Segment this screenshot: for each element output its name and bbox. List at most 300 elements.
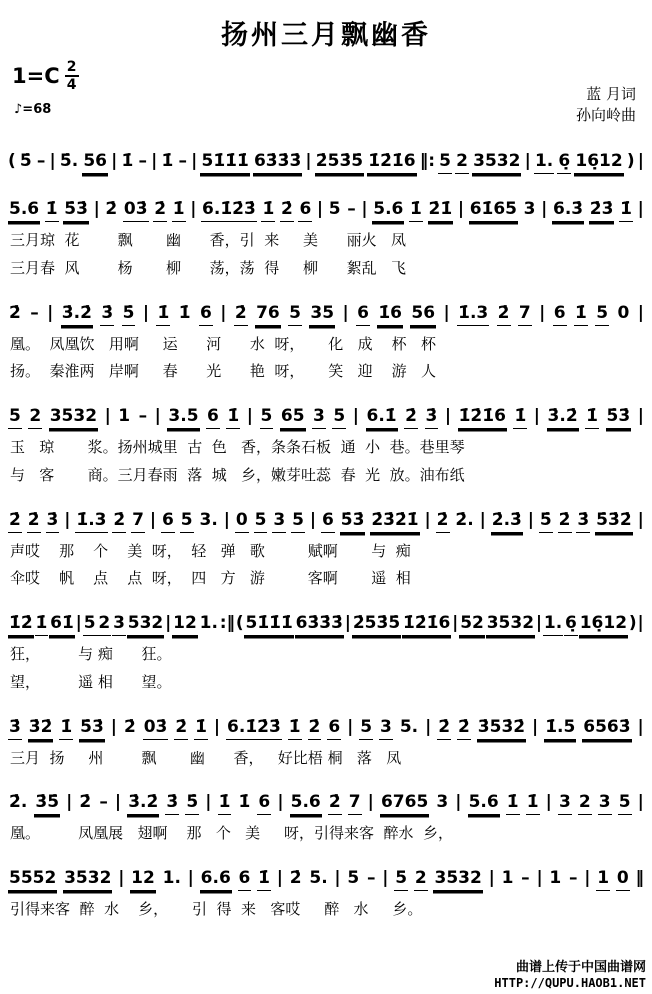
barline: |	[637, 151, 644, 171]
note-group: 2̇	[234, 303, 248, 326]
note-group: 5̇	[539, 510, 553, 533]
note-group: 3532	[486, 613, 535, 636]
barline: |	[342, 302, 349, 323]
paren: )	[626, 151, 635, 171]
note-group: 6̣	[564, 613, 578, 636]
note-group: 5	[288, 303, 302, 326]
barline: |	[316, 199, 324, 219]
note-group: 1̇6	[377, 303, 403, 326]
note-group: 2̇	[436, 510, 450, 533]
note-group: 1̇2̇	[8, 613, 34, 636]
barline: |	[205, 792, 212, 813]
note-group: 2	[455, 151, 469, 174]
note-group: 1̇	[257, 868, 271, 891]
note-group: 61̇65	[469, 199, 518, 222]
note-group: 0	[235, 510, 249, 533]
barline: |	[545, 792, 552, 813]
notation-line	[8, 288, 644, 331]
note-group: 1̇2̇1̇6	[458, 406, 507, 429]
barline: |	[479, 509, 486, 530]
note-group: 5̇3̇	[79, 717, 105, 740]
notation-line	[8, 495, 644, 538]
lyric-line: 与 客 商。三月春雨 落 城 乡，嫩芽吐蕊 春 光 放。油布纸	[10, 465, 465, 484]
note-group: 2̇.	[455, 509, 474, 530]
notation-line	[8, 136, 644, 179]
note-group: 16̣12	[579, 613, 628, 636]
note-group: 2	[28, 406, 42, 429]
note-group: 6765	[380, 792, 429, 815]
barline: |	[452, 613, 459, 633]
note-group: 1.	[534, 151, 554, 174]
barline: |	[347, 716, 354, 737]
note-group: 0	[617, 302, 630, 323]
paren: )	[628, 613, 637, 633]
note-group: 3	[523, 199, 536, 219]
note-group: 1̇	[59, 717, 73, 740]
note-group: 5.	[309, 868, 328, 888]
barline: |	[111, 151, 118, 171]
footer-site-name: 曲谱上传于中国曲谱网	[515, 959, 646, 975]
music-system	[8, 702, 644, 773]
barline: |	[488, 868, 495, 888]
note-group: 51̇1̇1̇	[200, 151, 249, 174]
note-group: 6	[321, 510, 335, 533]
note-group: 3	[598, 792, 612, 815]
note-group: 2̇	[280, 199, 294, 222]
note-group: 3̇	[100, 303, 114, 326]
note-group: 2̇	[328, 792, 342, 815]
note-group: 5	[359, 717, 373, 740]
note-group: 0	[616, 868, 630, 891]
note-group: 7	[131, 510, 145, 533]
note-group: 3	[379, 717, 393, 740]
note-group: 3.	[199, 509, 218, 530]
note-group: 3̇53̇2̇	[477, 717, 526, 740]
note-group: 1̇	[161, 151, 174, 171]
note-group: 16̣12	[574, 151, 623, 174]
note-group: 3532	[49, 406, 98, 429]
barline: |	[524, 151, 531, 171]
note-group: 2̇	[404, 406, 418, 429]
note-group: 1̇2̇1̇6	[367, 151, 416, 174]
barline: |	[93, 199, 100, 219]
note-group: 6	[257, 792, 271, 815]
barline: |	[367, 792, 374, 813]
note-group: 1̇	[156, 303, 170, 326]
note-group: 1̇	[506, 792, 520, 815]
lyric-line: 三月春 风 杨 柳 荡，荡 得 柳 絮乱 飞	[10, 258, 406, 277]
barline: |	[443, 302, 450, 323]
lyric-line: 玉 琼 浆。扬州城里 古 色 香，条条石板 通 小 巷。巷里琴	[10, 438, 465, 456]
barline: |	[382, 868, 389, 888]
notation-line	[8, 184, 644, 227]
note-group: 1	[118, 406, 131, 426]
header-meta	[12, 60, 636, 134]
barline: |	[539, 302, 546, 323]
note-group: 1̇	[121, 151, 134, 171]
note-group: 2̇1̇	[428, 199, 454, 222]
barline: |	[49, 151, 56, 171]
barline: |	[535, 613, 543, 633]
note-group: 5	[291, 510, 305, 533]
note-group: 5	[254, 510, 268, 533]
note-group: 1.	[162, 868, 181, 888]
note-group: 2̇.3̇	[491, 510, 523, 533]
note-group: 76	[255, 303, 281, 326]
barline: |	[637, 509, 644, 530]
barline: |	[352, 406, 359, 426]
note-group: 1̇	[194, 717, 208, 740]
note-group: 2̇	[27, 510, 41, 533]
barline: |	[305, 151, 312, 171]
note-group: 3̇	[425, 406, 439, 429]
notation-line	[8, 853, 644, 896]
barline: |	[276, 868, 283, 888]
note-group: 5̇3̇	[63, 199, 89, 222]
note-group: 1.	[199, 613, 218, 633]
barline: |	[637, 792, 644, 813]
note-group: 3̇.2̇	[547, 406, 579, 429]
note-group: 03̇	[123, 199, 149, 222]
music-system	[8, 391, 644, 490]
key-signature-text: 1=C	[12, 64, 60, 88]
note-group: 5̇3̇	[606, 406, 632, 429]
note-group: 2̇	[123, 716, 136, 737]
note-group: 1̇	[45, 199, 59, 222]
barline: |	[309, 509, 317, 530]
note-group: 2̇	[289, 868, 302, 888]
note-group: 6	[327, 717, 341, 740]
music-system	[8, 495, 644, 594]
note-group: 1̇	[409, 199, 423, 222]
note-group: 6.1̇2̇3̇	[201, 199, 257, 222]
credits	[576, 84, 636, 126]
notation-line	[8, 598, 644, 641]
note-group: 5	[8, 406, 22, 429]
music-systems	[0, 134, 652, 924]
note-group: 2̇.	[9, 792, 28, 813]
barline: |	[66, 792, 73, 813]
barline: |	[533, 406, 541, 426]
note-group: 6	[238, 868, 252, 891]
note-group: 2̇53̇5̇	[352, 613, 401, 636]
note-group: 532	[127, 613, 165, 636]
note-group: 2̇53̇5̇	[315, 151, 364, 174]
note-group: 1̇	[585, 406, 599, 429]
lyric-line: 三月琼 花 飘 幽 香，引 来 美 丽火 凤	[10, 231, 406, 249]
barline: |	[64, 509, 71, 530]
barline: |	[536, 868, 543, 888]
note-group: 1̇	[35, 613, 49, 636]
note-group: 3532	[472, 151, 521, 174]
note-group: 6̣	[557, 151, 571, 174]
barline: |	[637, 406, 644, 426]
music-system	[8, 184, 644, 283]
note-group: 2̇	[153, 199, 167, 222]
note-group: 6	[298, 199, 312, 222]
lyric-line: 声哎 那 个 美 呀， 轻 弹 歌 赋啊 与 痴	[10, 541, 411, 560]
note-group: 1̇	[574, 303, 588, 326]
note-group: 35	[309, 303, 335, 326]
barline: |	[142, 302, 150, 323]
barline: |	[165, 613, 172, 633]
note-group: 65	[280, 406, 306, 429]
barline: |	[223, 509, 230, 530]
note-group: 1̇	[526, 792, 540, 815]
note-group: 2	[578, 792, 592, 815]
lyric-line: 狂， 与 痴 狂。	[10, 645, 172, 663]
notation-line	[8, 391, 644, 434]
note-group: 5	[332, 406, 346, 429]
note-group: 1	[501, 868, 514, 888]
note-group: 5552	[8, 868, 57, 891]
lyric-line: 伞哎 帆 点 点 呀， 四 方 游 客啊 遥 相	[10, 569, 411, 588]
barline: |	[187, 868, 194, 888]
note-group: 2̇	[105, 199, 118, 219]
note-group: 52	[459, 613, 485, 636]
barline: ‖:	[419, 151, 436, 171]
note-group: 5̇3̇2̇	[595, 510, 633, 533]
note-group: 3̇2̇	[28, 717, 54, 740]
barline: |	[637, 716, 644, 737]
dash: –	[521, 868, 530, 888]
barline: |	[213, 716, 221, 737]
dash: –	[178, 151, 187, 171]
note-group: 1̇	[513, 406, 527, 429]
barline: |	[154, 406, 161, 426]
dash: –	[138, 151, 147, 171]
note-group: 2̇	[437, 717, 451, 740]
note-group: 6	[161, 510, 175, 533]
barline: |	[151, 151, 158, 171]
note-group: 3	[112, 613, 126, 636]
barline: |	[527, 509, 534, 530]
barline: |	[584, 868, 591, 888]
barline: ‖	[635, 868, 644, 888]
note-group: 5	[595, 303, 609, 326]
note-group: 56	[82, 151, 108, 174]
time-signature-denominator: 4	[66, 77, 77, 93]
note-group: 1̇.5	[544, 717, 576, 740]
barline: |	[444, 406, 452, 426]
note-group: 1	[549, 868, 562, 888]
note-group: 3̇	[576, 510, 590, 533]
note-group: 12	[172, 613, 198, 636]
barline: |	[220, 302, 227, 323]
note-group: 51̇1̇1̇	[244, 613, 293, 636]
note-group: 5.6	[8, 199, 40, 222]
notation-line	[8, 702, 644, 745]
note-group: 1̇	[288, 717, 302, 740]
note-group: 6.1̇	[366, 406, 398, 429]
note-group: 63̇3̇3̇	[295, 613, 344, 636]
note-group: 5	[260, 406, 274, 429]
note-group: 5	[394, 868, 408, 891]
barline: |	[75, 613, 82, 633]
time-signature-numerator: 2	[66, 59, 77, 75]
dash: –	[347, 199, 356, 219]
note-group: 5	[347, 868, 360, 888]
music-system	[8, 598, 644, 697]
barline: |	[637, 199, 644, 219]
note-group: 2̇	[9, 302, 21, 323]
note-group: 3̇	[46, 510, 60, 533]
note-group: 5.6	[372, 199, 404, 222]
barline: |	[104, 406, 111, 426]
note-group: 2	[414, 868, 428, 891]
note-group: 2̇	[497, 303, 511, 326]
lyric-line: 扬。 秦淮两 岸啊 春 光 艳 呀， 笑 迎 游 人	[10, 362, 436, 381]
dash: –	[99, 792, 108, 813]
footer-site-url: HTTP://QUPU.HAOB1.NET	[494, 976, 646, 990]
note-group: 5̇	[185, 792, 199, 815]
barline: |	[424, 509, 431, 530]
note-group: 5.6	[290, 792, 322, 815]
note-group: 1̇.3	[457, 303, 489, 326]
note-group: 61̇	[49, 613, 75, 636]
note-group: 6	[199, 303, 213, 326]
note-group: 3	[272, 510, 286, 533]
note-group: 3	[312, 406, 326, 429]
note-group: 3	[436, 792, 449, 813]
barline: |	[457, 199, 465, 219]
dash: –	[569, 868, 578, 888]
note-group: 1̇	[226, 406, 240, 429]
notation-line	[8, 777, 644, 820]
note-group: 1	[596, 868, 610, 891]
dash: –	[36, 151, 46, 171]
note-group: 2̇	[112, 510, 126, 533]
note-group: 1.	[543, 613, 563, 636]
key-signature	[12, 60, 79, 92]
note-group: 1̇2̇1̇6	[402, 613, 451, 636]
note-group: 2̇	[308, 717, 322, 740]
note-group: 1̇	[238, 792, 251, 813]
music-system	[8, 136, 644, 179]
note-group: 2̇	[558, 510, 572, 533]
note-group: 5.6	[468, 792, 500, 815]
note-group: 5	[180, 510, 194, 533]
note-group: 63̇3̇3̇	[253, 151, 302, 174]
barline: |	[541, 199, 548, 219]
note-group: 3̇	[165, 792, 179, 815]
barline: |	[114, 792, 122, 813]
note-group: 56	[410, 303, 436, 326]
note-group: 1̇	[178, 302, 191, 323]
barline: |	[149, 509, 157, 530]
lyricist-credit: 蓝 月词	[586, 85, 636, 103]
note-group: 1̇	[619, 199, 633, 222]
page-title: 扬州三月飘幽香	[221, 20, 431, 51]
barline: |	[110, 716, 117, 737]
note-group: 03̇	[143, 717, 169, 740]
dash: –	[367, 868, 376, 888]
note-group: 5	[83, 613, 97, 636]
note-group: 2	[97, 613, 111, 636]
composer-credit: 孙向岭曲	[575, 106, 636, 124]
note-group: 5	[328, 199, 341, 219]
note-group: 6	[356, 303, 370, 326]
barline: |	[637, 613, 644, 633]
note-group: 2̇	[8, 510, 22, 533]
note-group: 3	[558, 792, 572, 815]
note-group: 6.3̇	[552, 199, 584, 222]
note-group: 3532	[63, 868, 112, 891]
barline: |	[637, 302, 644, 323]
note-group: 5	[618, 792, 632, 815]
note-group: 2̇	[79, 792, 92, 813]
note-group: 2̇	[174, 717, 188, 740]
note-group: 1̇.3	[75, 510, 107, 533]
barline: |	[344, 613, 352, 633]
lyric-line: 引得来客 醉 水 乡， 引 得 来 客哎 醉 水 乡。	[10, 900, 423, 918]
note-group: 6.1̇2̇3̇	[226, 717, 282, 740]
barline: :‖	[219, 613, 236, 633]
lyric-line: 凰。 凤凰展 翅啊 那 个 美 呀，引得来客 醉水 乡，	[10, 824, 454, 843]
barline: |	[425, 716, 432, 737]
barline: |	[246, 406, 253, 426]
note-group: 1̇	[172, 199, 186, 222]
note-group: 6	[553, 303, 567, 326]
note-group: 3.5	[167, 406, 199, 429]
note-group: 3̇5̇	[34, 792, 60, 815]
note-group: 5	[438, 151, 452, 174]
lyric-line: 凰。 凤凰饮 用啊 运 河 水 呀， 化 成 杯 杯	[10, 334, 436, 353]
lyric-line: 望， 遥 相 望。	[10, 672, 172, 691]
barline: |	[277, 792, 284, 813]
note-group: 5̇	[122, 303, 136, 326]
note-group: 3̇	[8, 717, 22, 740]
note-group: 2̇3̇	[589, 199, 615, 222]
barline: |	[334, 868, 341, 888]
note-group: 2̇3̇2̇1̇	[370, 510, 419, 533]
note-group: 6563̇	[582, 717, 631, 740]
music-system	[8, 853, 644, 924]
barline: |	[190, 199, 197, 219]
lyric-line: 三月 扬 州 飘 幽 香， 好比梧 桐 落 凤	[10, 748, 402, 767]
note-group: 7	[518, 303, 532, 326]
note-group: 1̇	[218, 792, 232, 815]
dash: –	[30, 302, 39, 323]
barline: |	[455, 792, 462, 813]
barline: |	[361, 199, 368, 219]
barline: |	[532, 716, 539, 737]
footer	[494, 960, 646, 991]
paren: (	[235, 613, 244, 633]
note-group: 3̇.2̇	[61, 303, 93, 326]
barline: |	[191, 151, 198, 171]
note-group: 5.	[399, 716, 419, 737]
music-system	[8, 777, 644, 848]
note-group: 1̇	[261, 199, 275, 222]
note-group: 5̇	[19, 151, 32, 171]
barline: |	[118, 868, 125, 888]
note-group: 5̇.	[59, 151, 79, 171]
note-group: 5̇3̇	[340, 510, 366, 533]
note-group: 7	[348, 792, 362, 815]
music-system	[8, 288, 644, 387]
note-group: 3̇.2̇	[127, 792, 159, 815]
note-group: 2̇	[457, 717, 471, 740]
note-group: 12	[130, 868, 156, 891]
tempo-marking: ♪=68	[14, 102, 52, 117]
note-group: 6.6	[200, 868, 232, 891]
note-group: 6	[206, 406, 220, 429]
dash: –	[138, 406, 148, 426]
time-signature	[65, 60, 79, 92]
barline: |	[47, 302, 54, 323]
paren: (	[8, 151, 16, 171]
